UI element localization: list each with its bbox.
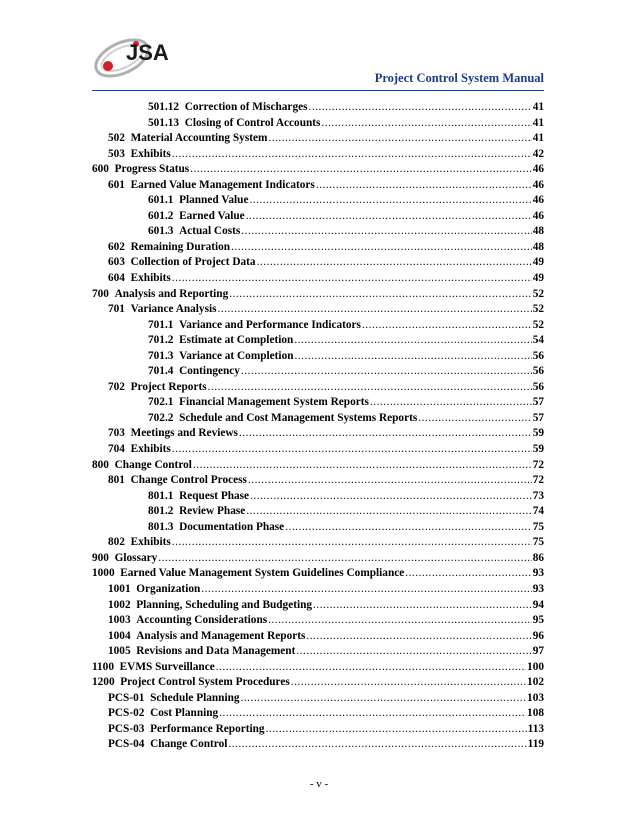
toc-entry-title: Change Control [114,458,192,471]
toc-entry-title: Earned Value [179,209,245,222]
toc-entry-page: 113 [527,722,544,735]
toc-entry-number: 1002 [108,598,131,611]
toc-entry-page: 73 [532,489,544,502]
toc-entry-number: 701 [108,303,125,316]
toc-entry-page: 119 [527,738,544,751]
toc-entry-page: 96 [532,629,544,642]
toc-entry-number: 501.12 [148,101,180,113]
toc-entry-page: 46 [532,209,544,222]
toc-entry[interactable] [92,303,544,319]
toc-entry-number: 801.2 [148,505,174,518]
toc-leader-dots [208,381,532,393]
toc-entry-page: 46 [532,163,544,176]
toc-entry-title: Revisions and Data Management [136,645,296,658]
toc-leader-dots [285,521,532,533]
toc-entry-number: 802 [108,536,125,549]
toc-entry-page: 46 [532,194,544,207]
toc-entry-page: 74 [532,505,544,518]
toc-leader-dots [257,256,532,268]
toc-entry[interactable] [92,288,544,304]
toc-entry[interactable] [92,179,544,195]
toc-entry-title: Glossary [114,551,158,564]
toc-leader-dots [268,132,531,144]
toc-entry-number: 900 [92,551,109,564]
toc-entry-title: Correction of Mischarges [184,101,308,113]
toc-leader-dots [229,288,531,300]
toc-entry-title: Documentation Phase [179,520,285,533]
toc-leader-dots [201,583,531,595]
toc-entry-title: Analysis and Reporting [114,287,229,300]
toc-entry-title: Planning, Scheduling and Budgeting [136,598,313,611]
toc-entry-title: Cost Planning [150,707,219,720]
toc-entry-number: 704 [108,443,125,456]
toc-leader-dots [321,117,531,129]
toc-entry-number: 702.1 [148,396,174,409]
toc-entry[interactable] [92,692,544,708]
toc-entry-page: 72 [532,474,544,487]
toc-leader-dots [218,303,532,315]
toc-entry[interactable] [92,738,544,754]
toc-entry-page: 42 [532,147,544,160]
toc-entry[interactable] [92,412,544,428]
toc-leader-dots [172,443,532,455]
toc-entry-number: 1000 [92,567,115,580]
toc-entry[interactable] [92,132,544,148]
toc-entry-number: 701.4 [148,365,174,378]
toc-entry-number: 701.2 [148,334,174,347]
toc-entry[interactable] [92,459,544,475]
toc-entry[interactable] [92,474,544,490]
toc-entry-page: 54 [532,334,544,347]
toc-entry-title: Request Phase [179,489,250,502]
toc-leader-dots [239,427,532,439]
toc-leader-dots [248,474,532,486]
toc-leader-dots [295,350,532,362]
toc-entry[interactable] [92,210,544,226]
toc-entry-title: Estimate at Completion [179,334,294,347]
toc-entry[interactable] [92,256,544,272]
page-number: - v - [309,778,329,790]
toc-entry-number: PCS-01 [108,691,145,704]
toc-entry-title: Review Phase [179,505,246,518]
toc-entry[interactable] [92,148,544,164]
toc-entry-number: 702 [108,380,125,393]
toc-entry-page: 52 [532,303,544,316]
toc-entry-title: Contingency [179,365,240,378]
toc-entry-page: 52 [532,318,544,331]
toc-leader-dots [268,614,532,626]
toc-entry-title: Organization [136,582,201,595]
toc-leader-dots [370,396,532,408]
toc-entry-title: Closing of Control Accounts [184,116,321,129]
toc-entry[interactable] [92,567,544,583]
toc-entry-page: 72 [532,458,544,471]
toc-entry-page: 86 [532,551,544,564]
toc-entry[interactable] [92,381,544,397]
toc-entry-number: 501.13 [148,116,180,129]
toc-entry-page: 95 [532,614,544,627]
toc-entry-number: 801 [108,474,125,487]
toc-leader-dots [246,210,532,222]
toc-entry[interactable] [92,490,544,506]
toc-entry[interactable] [92,552,544,568]
toc-entry-number: 1200 [92,676,115,689]
header-title: Project Control System Manual [374,71,544,85]
toc-leader-dots [362,319,532,331]
toc-entry-number: 603 [108,256,125,269]
toc-leader-dots [306,630,531,642]
toc-entry-title: Change Control [150,738,228,751]
toc-entry-title: Exhibits [130,147,171,160]
toc-entry-title: Exhibits [130,272,171,285]
toc-entry-page: 94 [532,598,544,611]
toc-leader-dots [316,179,532,191]
toc-entry-page: 46 [532,178,544,191]
toc-entry[interactable] [92,163,544,179]
toc-entry-page: 57 [532,411,544,424]
toc-entry-number: PCS-03 [108,722,145,735]
toc-entry-number: 602 [108,240,125,253]
toc-entry-page: 59 [532,443,544,456]
toc-leader-dots [291,676,526,688]
toc-leader-dots [231,241,532,253]
toc-entry[interactable] [92,630,544,646]
toc-entry[interactable] [92,427,544,443]
toc-leader-dots [158,552,531,564]
toc-entry-title: Schedule and Cost Management Systems Reports [179,411,418,424]
toc-leader-dots [250,490,532,502]
logo-text: JSA [126,40,169,65]
toc-leader-dots [193,459,532,471]
toc-entry-page: 75 [532,536,544,549]
toc-entry-page: 41 [532,116,544,129]
toc-entry-page: 49 [532,256,544,269]
toc-entry-number: 604 [108,272,125,285]
toc-entry-number: 1005 [108,645,131,658]
toc-entry-number: 801.3 [148,520,174,533]
toc-leader-dots [216,661,526,673]
toc-entry-number: 801.1 [148,489,174,502]
toc-leader-dots [246,505,531,517]
toc-entry-page: 56 [532,365,544,378]
toc-leader-dots [313,599,532,611]
toc-entry[interactable] [92,599,544,615]
toc-entry-title: Project Control System Procedures [120,676,290,689]
toc-entry-page: 75 [532,520,544,533]
toc-entry-page: 97 [532,645,544,658]
toc-entry[interactable] [92,319,544,335]
toc-entry-number: 701.3 [148,349,174,362]
toc-leader-dots [241,225,531,237]
toc-entry-number: 503 [108,147,125,160]
toc-entry-title: Earned Value Management Indicators [130,178,315,191]
toc-entry[interactable] [92,225,544,241]
toc-entry-title: Project Reports [130,380,207,393]
toc-entry[interactable] [92,645,544,661]
toc-entry-number: 701.1 [148,318,174,331]
toc-entry-title: Actual Costs [179,225,241,238]
toc-leader-dots [190,163,532,175]
toc-entry-page: 59 [532,427,544,440]
toc-entry[interactable] [92,194,544,210]
toc-entry-number: 601 [108,178,125,191]
toc-entry-title: Change Control Process [130,474,247,487]
toc-entry-page: 56 [532,349,544,362]
toc-entry-page: 57 [532,396,544,409]
toc-entry-page: 48 [532,240,544,253]
toc-leader-dots [172,536,532,548]
toc-entry[interactable] [92,101,544,117]
toc-leader-dots [418,412,531,424]
toc-entry[interactable] [92,723,544,739]
toc-entry-number: 1003 [108,614,131,627]
toc-entry-title: Variance and Performance Indicators [179,318,361,331]
toc-entry-page: 48 [532,225,544,238]
toc-entry-title: Material Accounting System [130,132,268,145]
toc-entry[interactable] [92,272,544,288]
toc-entry-number: 703 [108,427,125,440]
toc-entry-number: PCS-02 [108,707,145,720]
toc-entry-page: 108 [527,707,544,720]
toc-leader-dots [219,707,526,719]
toc-leader-dots [172,148,532,160]
toc-entry-number: 601.3 [148,225,174,238]
toc-entry[interactable] [92,661,544,677]
toc-entry-title: Performance Reporting [150,722,265,735]
toc-leader-dots [296,645,531,657]
toc-entry[interactable] [92,536,544,552]
toc-entry[interactable] [92,334,544,350]
toc-entry-page: 93 [532,582,544,595]
toc-entry[interactable] [92,241,544,257]
toc-leader-dots [228,738,526,750]
toc-entry-title: Financial Management System Reports [179,396,369,409]
toc-leader-dots [309,101,532,113]
toc-entry[interactable] [92,396,544,412]
toc-leader-dots [294,334,531,346]
toc-entry-number: 700 [92,287,109,300]
toc-entry[interactable] [92,505,544,521]
toc-entry[interactable] [92,350,544,366]
toc-entry[interactable] [92,614,544,630]
toc-entry[interactable] [92,117,544,133]
toc-entry[interactable] [92,583,544,599]
toc-entry-title: Planned Value [179,194,249,207]
toc-entry-number: 502 [108,132,125,145]
toc-entry-title: Exhibits [130,443,171,456]
toc-entry-title: Accounting Considerations [136,614,268,627]
toc-entry-title: Progress Status [114,163,190,176]
toc-entry-number: 800 [92,458,109,471]
toc-entry[interactable] [92,365,544,381]
toc-entry[interactable] [92,443,544,459]
toc-entry-title: Collection of Project Data [130,256,256,269]
toc-entry-number: 1004 [108,629,131,642]
toc-leader-dots [249,194,531,206]
toc-entry-page: 93 [532,567,544,580]
toc-entry-page: 41 [532,132,544,145]
toc-entry-number: 702.2 [148,411,174,424]
toc-entry-title: Meetings and Reviews [130,427,238,440]
table-of-contents [92,101,544,754]
toc-entry-page: 56 [532,380,544,393]
toc-entry-title: EVMS Surveillance [119,660,215,673]
jsa-logo [92,30,170,82]
toc-entry-number: 1100 [92,660,114,673]
toc-entry-number: 601.2 [148,209,174,222]
toc-entry-title: Variance at Completion [179,349,294,362]
toc-entry-number: 1001 [108,582,131,595]
toc-entry-title: Schedule Planning [150,691,240,704]
toc-entry-title: Earned Value Management System Guidelines Compliance [120,567,405,580]
toc-entry-page: 52 [532,287,544,300]
toc-entry-title: Exhibits [130,536,171,549]
toc-entry-number: 601.1 [148,194,174,207]
toc-entry-page: 100 [527,660,544,673]
toc-leader-dots [241,692,527,704]
header-divider [92,90,544,91]
toc-entry-page: 102 [527,676,544,689]
toc-leader-dots [241,365,532,377]
toc-entry-title: Remaining Duration [130,240,231,253]
toc-entry-title: Analysis and Management Reports [136,629,306,642]
toc-entry-number: 600 [92,163,109,176]
toc-entry-page: 49 [532,272,544,285]
toc-entry[interactable] [92,676,544,692]
toc-entry-page: 103 [527,691,544,704]
toc-entry-number: PCS-04 [108,738,145,751]
toc-entry[interactable] [92,521,544,537]
toc-leader-dots [405,567,531,579]
toc-entry-page: 41 [532,101,544,113]
toc-entry-title: Variance Analysis [130,303,217,316]
toc-entry[interactable] [92,707,544,723]
toc-leader-dots [266,723,527,735]
toc-leader-dots [172,272,532,284]
